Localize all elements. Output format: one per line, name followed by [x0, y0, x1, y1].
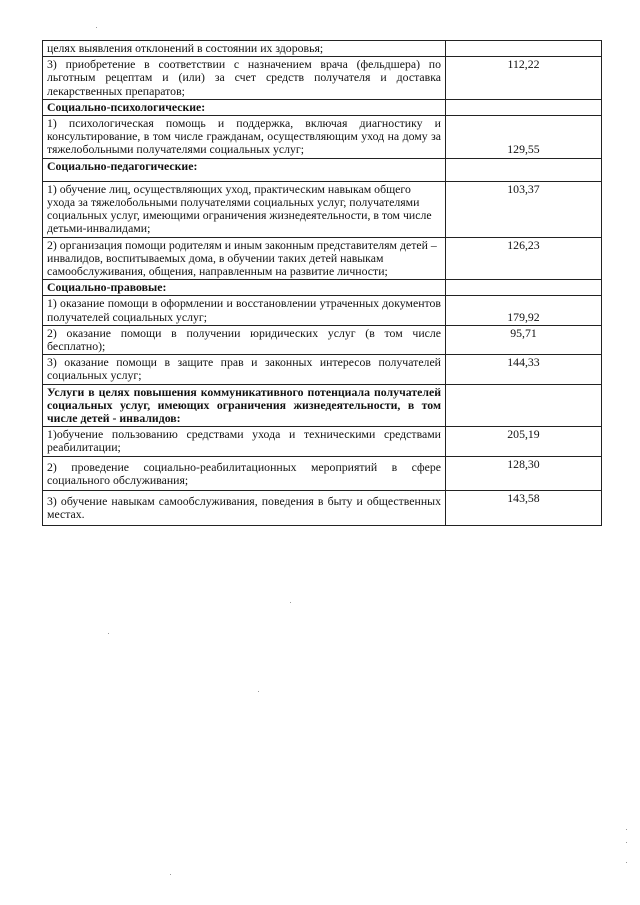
service-price: 143,58 [446, 491, 602, 525]
table-row [43, 237, 602, 280]
table-row [43, 57, 602, 100]
section-header: Услуги в целях повышения коммуникативного потенциала получателей социальных услуг, имеющих ограничения жизнедеятельности, в том числе детей - инвалидов: [43, 384, 446, 427]
service-description: 3) приобретение в соответствии с назначением врача (фельдшера) по льготным рецептам и (или) за счет средств получателя и доставка лекарственных препаратов; [43, 57, 446, 100]
service-price: 95,71 [446, 325, 602, 354]
scan-speck [170, 874, 171, 875]
service-description: 1) обучение лиц, осуществляющих уход, практическим навыкам общего ухода за тяжелобольными получателями социальных услуг, получателями социальных услуг, имеющими ограничения жизнедеятельности, в том числе детьми-инвалидами; [43, 181, 446, 237]
service-description: 3) обучение навыкам самообслуживания, поведения в быту и общественных местах. [43, 491, 446, 525]
service-price: 112,22 [446, 57, 602, 100]
table-row [43, 325, 602, 354]
section-header-price [446, 99, 602, 115]
service-description: 1)обучение пользованию средствами ухода и техническими средствами реабилитации; [43, 427, 446, 456]
service-price: 129,55 [446, 116, 602, 159]
service-description: 3) оказание помощи в защите прав и законных интересов получателей социальных услуг; [43, 355, 446, 384]
scan-speck [96, 27, 97, 28]
service-price [446, 41, 602, 57]
table-row [43, 491, 602, 525]
scan-speck [626, 842, 627, 843]
service-price: 179,92 [446, 296, 602, 325]
section-header: Социально-психологические: [43, 99, 446, 115]
table-row [43, 116, 602, 159]
section-header-row [43, 99, 602, 115]
service-description: целях выявления отклонений в состоянии их здоровья; [43, 41, 446, 57]
service-price: 103,37 [446, 181, 602, 237]
service-price: 205,19 [446, 427, 602, 456]
scan-speck [108, 633, 109, 634]
table-row [43, 456, 602, 490]
service-description: 1) психологическая помощь и поддержка, включая диагностику и консультирование, в том числе гражданам, осуществляющим уход на дому за тяжелобольными получателями социальных услуг; [43, 116, 446, 159]
table-row [43, 181, 602, 237]
section-header: Социально-правовые: [43, 280, 446, 296]
section-header-price [446, 280, 602, 296]
service-description: 1) оказание помощи в оформлении и восстановлении утраченных документов получателей социальных услуг; [43, 296, 446, 325]
scan-speck [290, 602, 291, 603]
service-price: 126,23 [446, 237, 602, 280]
service-description: 2) оказание помощи в получении юридических услуг (в том числе бесплатно); [43, 325, 446, 354]
section-header-row [43, 384, 602, 427]
table-row [43, 41, 602, 57]
section-header-row [43, 280, 602, 296]
section-header: Социально-педагогические: [43, 158, 446, 181]
table-row [43, 296, 602, 325]
service-price: 144,33 [446, 355, 602, 384]
scan-speck [258, 691, 259, 692]
scan-speck [626, 829, 627, 830]
service-price: 128,30 [446, 456, 602, 490]
services-table [42, 40, 602, 526]
service-description: 2) проведение социально-реабилитационных мероприятий в сфере социального обслуживания; [43, 456, 446, 490]
section-header-price [446, 158, 602, 181]
section-header-price [446, 384, 602, 427]
table-row [43, 427, 602, 456]
service-description: 2) организация помощи родителям и иным законным представителям детей – инвалидов, воспитываемых дома, в обучении таких детей навыкам самообслуживания, общения, направленным на развитие личности; [43, 237, 446, 280]
section-header-row [43, 158, 602, 181]
table-row [43, 355, 602, 384]
scan-speck [626, 862, 627, 863]
